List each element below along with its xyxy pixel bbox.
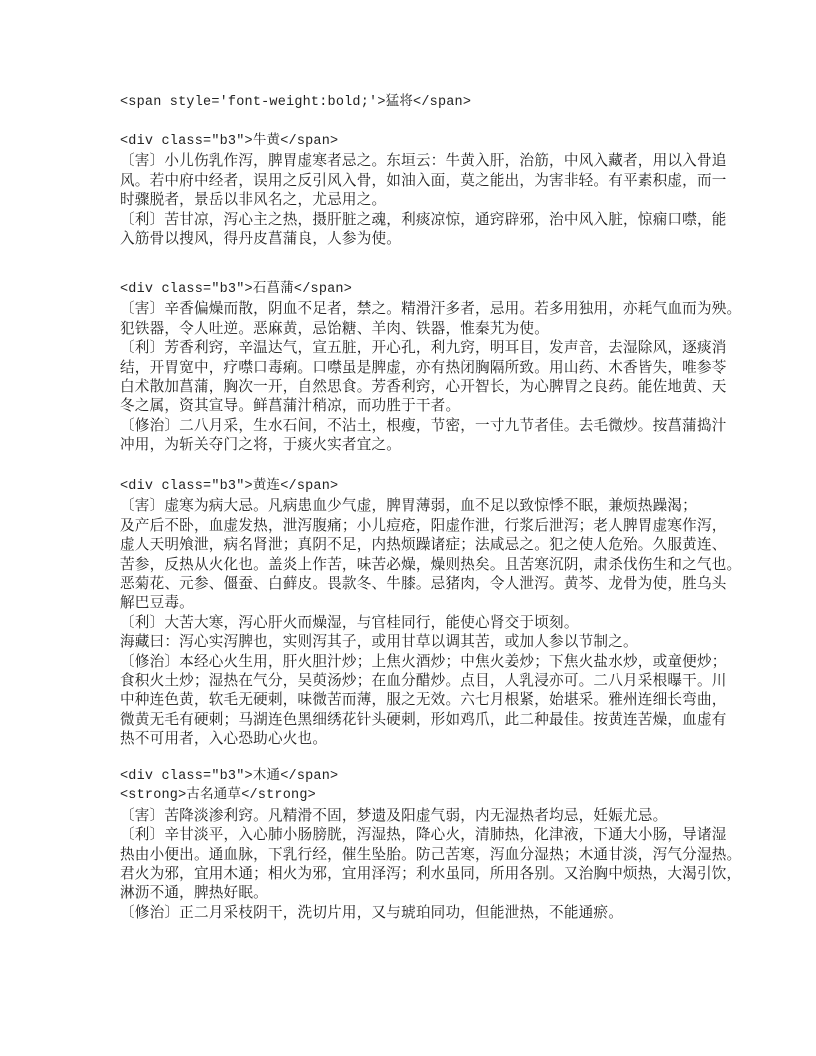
text-line: 〔修治〕二八月采，生水石间，不沾土，根瘦，节密，一寸九节者佳。去毛微炒。按菖蒲捣汁 <box>120 416 727 434</box>
text-line: 〔利〕大苦大寒，泻心肝火而燥湿，与官桂同行，能使心肾交于顷刻。 <box>120 613 579 631</box>
text-line: 冬之属，资其宣导。鲜菖蒲汁稍凉，而功胜于干者。 <box>120 397 461 415</box>
text-line: 〔害〕苦降淡渗利窍。凡精滑不固，梦遗及阳虚气弱，内无湿热者均忌，妊娠尤忌。 <box>120 806 668 824</box>
text-line: 淋沥不通，脾热好眠。 <box>120 884 268 902</box>
text-line: 食积火土炒；湿热在气分，吴萸汤炒；在血分醋炒。点目，人乳浸亦可。二八月采根曝干。川 <box>120 671 727 689</box>
text-line: 时骤脱者，景岳以非风名之，尤忌用之。 <box>120 191 387 209</box>
section-header: <div class="b3">牛黄</span> <box>120 134 339 149</box>
section-header: <div class="b3">黄连</span> <box>120 479 339 494</box>
section-body <box>120 806 742 922</box>
text-line: 君火为邪，宜用木通；相火为邪，宜用泽泻；利水虽同，所用各别。又治胸中烦热，大渴引饮， <box>120 864 742 882</box>
section-body <box>120 496 742 748</box>
text-line: 解巴豆毒。 <box>120 594 194 612</box>
text-line: 冲用，为斩关夺门之将，于痰火实者宜之。 <box>120 436 402 454</box>
text-line: 〔利〕苦甘凉，泻心主之热，摄肝脏之魂，利痰凉惊，通窍辟邪，治中风入脏，惊痫口噤，能 <box>120 210 727 228</box>
text-line: 苦参，反热从火化也。盖炎上作苦，味苦必燥，燥则热矣。且苦寒沉阴，肃杀伐伤生和之气也。 <box>120 555 742 573</box>
text-line: 〔利〕芳香利窍，辛温达气，宣五脏，开心孔，利九窍，明耳目，发声音，去湿除风，逐痰消 <box>120 339 727 357</box>
document-title <box>120 93 720 112</box>
text-line: 海藏曰：泻心实泻脾也，实则泻其子，或用甘草以调其苦，或加人参以节制之。 <box>120 633 638 651</box>
section-header: <div class="b3">石菖蒲</span> <box>120 282 353 297</box>
section-body <box>120 151 727 248</box>
text-line: 中种连色黄，软毛无硬刺，味微苦而薄，服之无效。六七月根紧，始堪采。雅州连细长弯曲， <box>120 691 727 709</box>
section-body <box>120 299 742 454</box>
text-line: 热由小便出。通血脉，下乳行经，催生坠胎。防己苦寒，泻血分湿热；木通甘淡，泻气分湿热。 <box>120 845 742 863</box>
text-line: 犯铁器，令人吐逆。恶麻黄，忌饴糖、羊肉、铁器，惟秦艽为使。 <box>120 319 550 337</box>
title-line: <span style='font-weight:bold;'>猛将</span> <box>120 95 472 110</box>
text-line: 结，开胃宽中，疗噤口毒痢。口噤虽是脾虚，亦有热闭胸隔所致。用山药、木香皆失，唯参苓 <box>120 358 727 376</box>
text-line: 白术散加菖蒲，胸次一开，自然思食。芳香利窍，心开智长，为心脾胃之良药。能佐地黄、天 <box>120 377 727 395</box>
section-mutong <box>120 767 742 922</box>
text-line: 虚人天明飧泄，病名肾泄；真阴不足，内热烦躁诸症；法咸忌之。犯之使人危殆。久服黄连、 <box>120 536 727 554</box>
text-line: 〔修治〕本经心火生用，肝火胆汁炒；上焦火酒炒；中焦火姜炒；下焦火盐水炒，或童便炒； <box>120 652 727 670</box>
text-line: 及产后不卧，血虚发热，泄泻腹痛；小儿痘疮，阳虚作泄，行浆后泄泻；老人脾胃虚寒作泻， <box>120 516 727 534</box>
section-subheader: <strong>古名通草</strong> <box>120 788 316 804</box>
text-line: 热不可用者，入心恐助心火也。 <box>120 730 328 748</box>
text-line: 风。若中府中经者，误用之反引风入骨，如油入面，莫之能出，为害非轻。有平素积虚，而一 <box>120 171 727 189</box>
text-line: 〔害〕虚寒为病大忌。凡病患血少气虚，脾胃薄弱，血不足以致惊悸不眠，兼烦热躁渴； <box>120 497 697 515</box>
text-line: 微黄无毛有硬刺；马湖连色黑细绣花针头硬刺，形如鸡爪，此二种最佳。按黄连苦燥，血虚有 <box>120 710 727 728</box>
section-niuhuang <box>120 132 727 248</box>
text-line: 入筋骨以搜风，得丹皮菖蒲良，人参为使。 <box>120 229 402 247</box>
section-huanglian <box>120 477 742 748</box>
section-header: <div class="b3">木通</span> <box>120 769 339 784</box>
text-line: 〔利〕辛甘淡平，入心肺小肠膀胱，泻湿热，降心火，清肺热，化津液，下通大小肠，导诸湿 <box>120 826 727 844</box>
text-line: 〔害〕小儿伤乳作泻，脾胃虚寒者忌之。东垣云：牛黄入肝，治筋，中风入藏者，用以入骨追 <box>120 152 727 170</box>
text-line: 〔害〕辛香偏燥而散，阴血不足者，禁之。精滑汗多者，忌用。若多用独用，亦耗气血而为殃。 <box>120 300 742 318</box>
text-line: 恶菊花、元参、僵蚕、白藓皮。畏款冬、牛膝。忌猪肉，令人泄泻。黄芩、龙骨为使，胜乌头 <box>120 574 727 592</box>
text-line: 〔修治〕正二月采枝阴干，洗切片用，又与琥珀同功，但能泄热，不能通瘀。 <box>120 903 623 921</box>
section-shichangpu <box>120 280 742 455</box>
